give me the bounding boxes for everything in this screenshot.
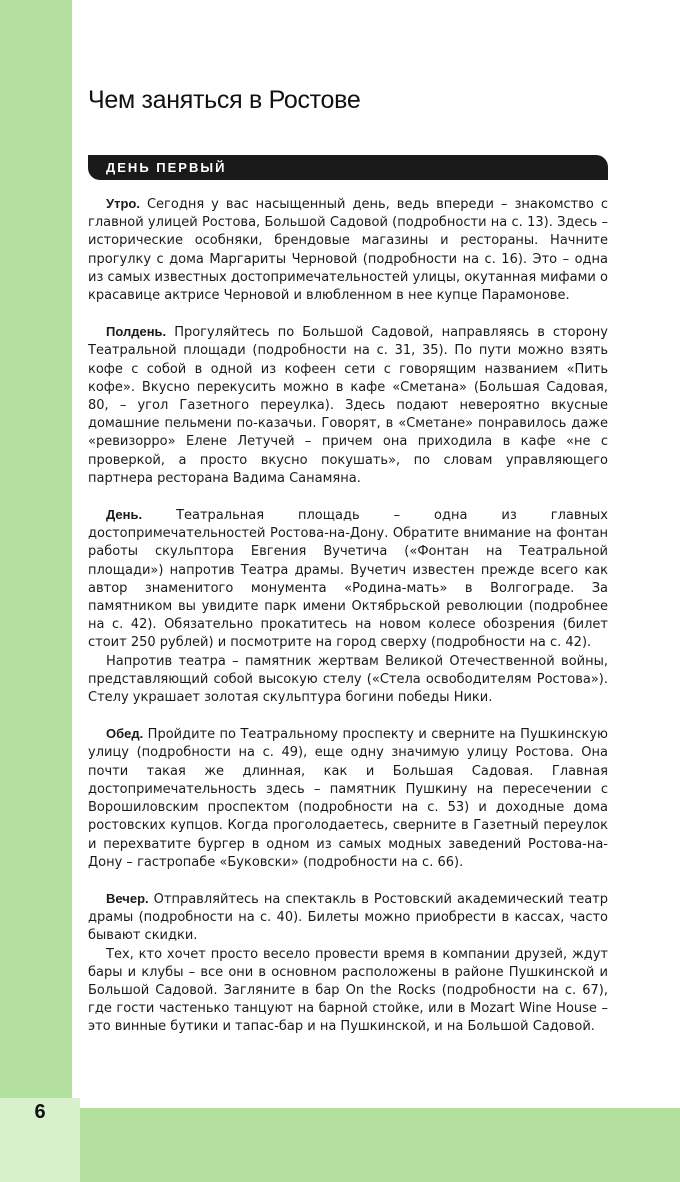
paragraph-lead: День. (106, 507, 143, 523)
paragraph-text: Напротив театра – памятник жертвам Великой Отечественной войны, представляющий собой высокую стелу («Стела освободителям Ростова»). Стелу украшает золотая скульптура богини победы Ники. (88, 653, 608, 706)
day-header-bar (88, 155, 608, 180)
page-number: 6 (34, 1101, 46, 1123)
paragraph-lead: Вечер. (106, 890, 149, 906)
paragraph-morning (88, 195, 608, 305)
paragraph-day (88, 506, 608, 653)
paragraph-lead: Полдень. (106, 324, 167, 340)
left-margin-band (0, 0, 72, 1098)
paragraph-lead: Обед. (106, 726, 144, 742)
paragraph-text: Сегодня у вас насыщенный день, ведь впереди – знакомство с главной улицей Ростова, Большой Садовой (подробности на с. 13). Здесь – исторические особняки, брендовые магазины и рестораны. Начните прогулку с дома Маргариты Черновой (подробности на с. 16). Это – одна из самых известных достопримечательностей улицы, окутанная мифами о красавице актрисе Черновой и влюбленном в нее купце Парамонове. (88, 197, 608, 304)
page-title: Чем заняться в Ростове (88, 86, 361, 114)
paragraph-lunch (88, 725, 608, 872)
paragraph-noon (88, 323, 608, 488)
day-header-label: ДЕНЬ ПЕРВЫЙ (106, 160, 227, 175)
article-body (88, 195, 608, 1037)
paragraph-text: Отправляйтесь на спектакль в Ростовский академический театр драмы (подробности на с. 40). Билеты можно приобрести в кассах, часто бывают скидки. (88, 891, 608, 944)
paragraph-evening-continued (88, 946, 608, 1037)
paragraph-lead: Утро. (106, 196, 140, 211)
paragraph-text: Пройдите по Театральному проспекту и сверните на Пушкинскую улицу (подробности на с. 49), еще одну значимую улицу Ростова. Она почти такая же длинная, как и Большая Садовая. Главная достопримечательность здесь – памятник Пушкину на пересечении с Ворошиловским проспектом (подробности на с. 53) и доходные дома ростовских купцов. Когда проголодаетесь, сверните в Газетный переулок и перехватите бургер в одном из самых модных заведений Ростова-на-Дону – гастропабе «Буковски» (подробности на с. 66). (88, 727, 608, 870)
paragraph-text: Театральная площадь – одна из главных достопримечательностей Ростова-на-Дону. Обратите внимание на фонтан работы скульптора Евгения Вучетича («Фонтан на Театральной площади») напротив Театра драмы. Вучетич известен прежде всего как автор знаменитого монумента «Родина-мать» в Волгограде. За памятником вы увидите парк имени Октябрьской революции (подробнее на с. 42). Обязательно прокатитесь на новом колесе обозрения (билет стоит 250 рублей) и посмотрите на город сверху (подробности на с. 42). (88, 508, 608, 651)
paragraph-evening (88, 890, 608, 946)
paragraph-text: Прогуляйтесь по Большой Садовой, направляясь в сторону Театральной площади (подробности на с. 31, 35). По пути можно взять кофе с собой в одной из кофеен сети с говорящим названием «Пить кофе». Вкусно перекусить можно в кафе «Сметана» (Большая Садовая, 80, – угол Газетного переулка). Здесь подают невероятно вкусные домашние пельмени по-казачьи. Говорят, в «Сметане» понравилось даже «ревизорро» Елене Летучей – причем она приходила в кафе «не с проверкой, а просто вкусно покушать», по словам управляющего партнера ресторана Вадима Санамяна. (88, 325, 608, 486)
paragraph-day-continued (88, 653, 608, 708)
paragraph-text: Тех, кто хочет просто весело провести время в компании друзей, ждут бары и клубы – все они в основном расположены в районе Пушкинской и Большой Садовой. Загляните в бар On the Rocks (подробности на с. 67), где гости частенько танцуют на барной стойке, или в Mozart Wine House – это винные бутики и тапас-бар и на Пушкинской, и на Большой Садовой. (88, 946, 608, 1035)
bottom-band (80, 1108, 680, 1182)
